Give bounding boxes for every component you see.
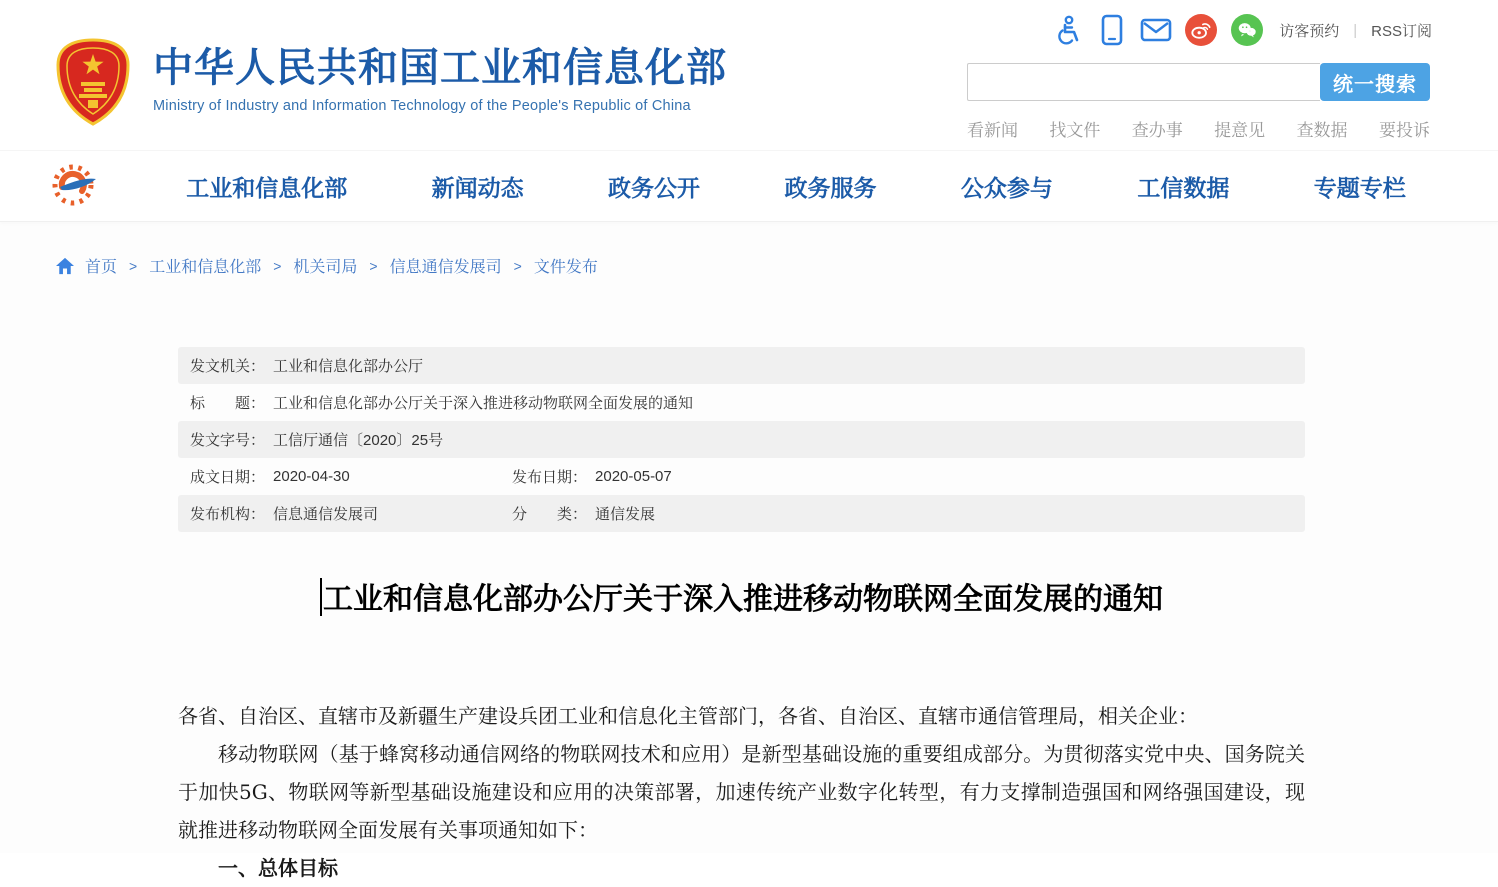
quick-link-files[interactable]: 找文件 xyxy=(1049,121,1101,140)
meta-category xyxy=(512,503,655,524)
nav-item-news[interactable]: 新闻动态 xyxy=(431,174,524,201)
nav-item-gov-services[interactable]: 政务服务 xyxy=(784,174,877,201)
nav-items xyxy=(144,170,1448,203)
search-input[interactable] xyxy=(967,63,1320,101)
meta-value: 工业和信息化部办公厅 xyxy=(273,358,424,375)
wechat-icon[interactable] xyxy=(1231,14,1263,46)
search-button[interactable]: 统一搜索 xyxy=(1320,63,1430,101)
breadcrumb-separator: > xyxy=(129,257,138,274)
meta-value: 信息通信发展司 xyxy=(273,506,379,523)
search-area xyxy=(967,63,1430,141)
breadcrumb-home[interactable]: 首页 xyxy=(85,259,118,276)
text-caret xyxy=(320,578,322,616)
meta-label: 成文日期： xyxy=(190,469,266,486)
quick-link-services[interactable]: 查办事 xyxy=(1131,121,1183,140)
meta-label: 分 类： xyxy=(512,506,588,523)
meta-label: 发布机构： xyxy=(190,506,266,523)
meta-value: 2020-04-30 xyxy=(273,468,350,485)
quick-link-complaints[interactable]: 要投诉 xyxy=(1378,121,1430,140)
breadcrumb-departments[interactable]: 机关司局 xyxy=(293,259,358,276)
site-header xyxy=(0,0,1498,150)
rss-link[interactable]: RSS订阅 xyxy=(1371,22,1432,40)
site-name-zh: 中华人民共和国工业和信息化部 xyxy=(153,46,727,90)
document-title-text: 工业和信息化部办公厅关于深入推进移动物联网全面发展的通知 xyxy=(323,583,1163,616)
meta-label: 发文字号： xyxy=(190,432,266,449)
section-heading-overall-goals: 一、总体目标 xyxy=(218,856,338,880)
quick-links xyxy=(967,116,1430,141)
quick-link-data[interactable]: 查数据 xyxy=(1296,121,1348,140)
weibo-icon[interactable] xyxy=(1185,14,1217,46)
meta-value: 通信发展 xyxy=(595,506,656,523)
meta-written-date xyxy=(190,466,512,487)
miit-spiral-logo-icon xyxy=(46,157,104,215)
meta-value: 工业和信息化部办公厅关于深入推进移动物联网全面发展的通知 xyxy=(273,395,694,412)
meta-label: 标 题： xyxy=(190,395,266,412)
document-body xyxy=(178,697,1305,887)
topbar xyxy=(1039,14,1432,46)
paragraph-addressees: 各省、自治区、直辖市及新疆生产建设兵团工业和信息化主管部门，各省、自治区、直辖市通信管理局，相关企业： xyxy=(178,704,1198,728)
nav-item-gov-disclosure[interactable]: 政务公开 xyxy=(608,174,701,201)
breadcrumb-miit[interactable]: 工业和信息化部 xyxy=(149,259,262,276)
visitor-booking-link[interactable]: 访客预约 xyxy=(1279,22,1340,40)
meta-row-publisher-category xyxy=(178,495,1305,532)
topbar-links xyxy=(1279,20,1432,41)
mail-icon[interactable] xyxy=(1141,14,1171,46)
nav-item-miit-data[interactable]: 工信数据 xyxy=(1137,174,1230,201)
breadcrumb-separator: > xyxy=(369,257,378,274)
home-icon[interactable] xyxy=(55,257,75,275)
site-name-en: Ministry of Industry and Information Technology of the People's Republic of China xyxy=(153,98,691,114)
document-meta-table xyxy=(178,347,1305,532)
national-emblem-icon xyxy=(55,38,131,126)
meta-row-title xyxy=(178,384,1305,421)
topbar-separator: | xyxy=(1353,21,1358,39)
meta-label: 发布日期： xyxy=(512,469,588,486)
meta-value: 2020-05-07 xyxy=(595,468,672,485)
meta-row-document-number xyxy=(178,421,1305,458)
nav-item-miit[interactable]: 工业和信息化部 xyxy=(186,174,348,201)
mobile-icon[interactable] xyxy=(1097,14,1127,46)
meta-value: 工信厅通信〔2020〕25号 xyxy=(273,432,444,449)
meta-publish-date xyxy=(512,466,672,487)
meta-row-dates xyxy=(178,458,1305,495)
meta-row-issuing-authority xyxy=(178,347,1305,384)
site-brand[interactable] xyxy=(55,38,727,126)
document-content xyxy=(178,347,1305,887)
nav-item-public-participation[interactable]: 公众参与 xyxy=(960,174,1053,201)
paragraph-intro: 移动物联网（基于蜂窝移动通信网络的物联网技术和应用）是新型基础设施的重要组成部分。为贯彻落实党中央、国务院关于加快5G、物联网等新型基础设施建设和应用的决策部署，加速传统产业数字化转型，有力支撑制造强国和网络强国建设，现就推进移动物联网全面发展有关事项通知如下： xyxy=(178,742,1305,842)
nav-item-special-topics[interactable]: 专题专栏 xyxy=(1313,174,1406,201)
document-title xyxy=(178,578,1305,621)
main-nav xyxy=(0,150,1498,222)
breadcrumb xyxy=(0,222,1498,277)
breadcrumb-separator: > xyxy=(273,257,282,274)
breadcrumb-info-comm-dev[interactable]: 信息通信发展司 xyxy=(389,259,502,276)
quick-link-news[interactable]: 看新闻 xyxy=(967,121,1018,140)
meta-label: 发文机关： xyxy=(190,358,266,375)
page-body xyxy=(0,222,1498,880)
accessibility-icon[interactable] xyxy=(1053,14,1083,46)
quick-link-suggestions[interactable]: 提意见 xyxy=(1214,121,1266,140)
brand-text xyxy=(153,38,727,114)
breadcrumb-document-release[interactable]: 文件发布 xyxy=(533,259,598,276)
breadcrumb-separator: > xyxy=(513,257,522,274)
search-row xyxy=(967,63,1430,101)
meta-publisher xyxy=(190,503,512,524)
